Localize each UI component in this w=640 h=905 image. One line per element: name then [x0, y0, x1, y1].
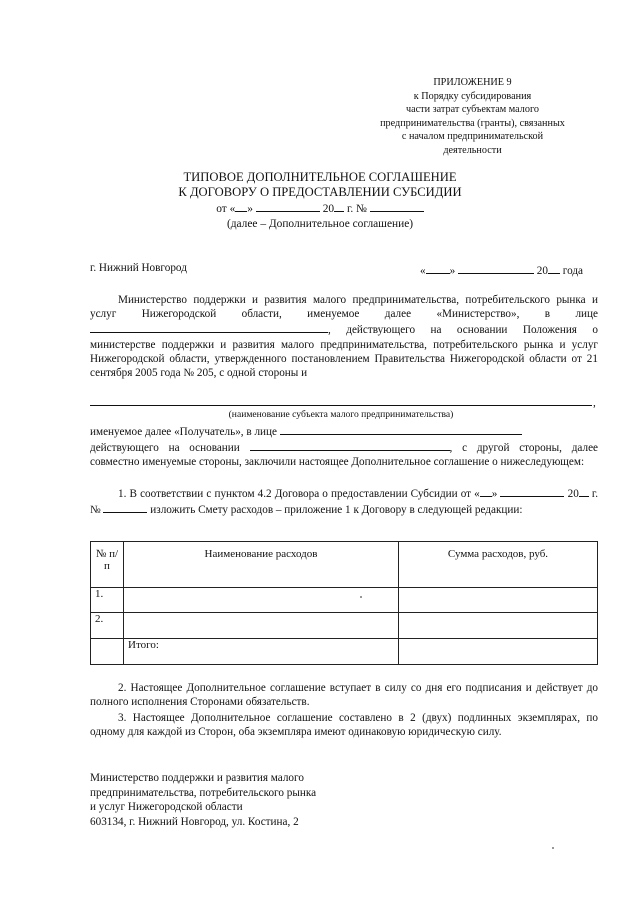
cost-estimate-table	[90, 541, 598, 665]
month-blank	[256, 200, 320, 212]
place-month-blank	[458, 262, 534, 274]
clause-1-year: 20	[567, 488, 579, 500]
row-name	[124, 613, 399, 639]
scan-speck	[360, 596, 362, 598]
clause-1-year-blank	[579, 485, 589, 497]
appendix-line: с началом предпринимательской	[401, 131, 544, 143]
appendix-line: части затрат субъектам малого	[406, 104, 539, 116]
recipient-representative-blank	[280, 423, 522, 435]
place-date	[420, 262, 583, 277]
recipient-comma: ,	[593, 397, 596, 409]
appendix-line: к Порядку субсидирования	[413, 90, 532, 102]
number-label: г. №	[346, 203, 367, 215]
signature-line: Министерство поддержки и развития малого	[90, 772, 304, 784]
recipient-closing-text: , с другой стороны, далее совместно именуемые стороны, заключили настоящее Дополнительное соглашение о нижеследующем:	[90, 442, 598, 469]
place-year-blank	[548, 262, 560, 274]
scan-speck	[552, 847, 554, 849]
place-date-close: »	[449, 265, 456, 277]
signature-address: 603134, г. Нижний Новгород, ул. Костина, 2	[90, 815, 299, 828]
signature-line: и услуг Нижегородской области	[90, 801, 243, 813]
paragraph-clause-3: 3. Настоящее Дополнительное соглашение составлено в 2 (двух) подлинных экземплярах, по одному для каждой из Сторон, оба экземпляра имеют одинаковую юридическую силу.	[90, 712, 598, 739]
recipient-basis-label: действующего на основании	[90, 442, 240, 455]
recipient-caption: (наименование субъекта малого предпринимательства)	[228, 409, 454, 420]
number-blank	[370, 200, 424, 212]
place-year-suffix: года	[562, 265, 584, 277]
clause-1-number-label: г. №	[90, 488, 599, 517]
date-prefix: от «	[216, 203, 236, 215]
header-name: Наименование расходов	[124, 542, 399, 588]
recipient-basis-blank	[250, 439, 450, 451]
table-row	[91, 613, 598, 639]
heading-line-2: К ДОГОВОРУ О ПРЕДОСТАВЛЕНИИ СУБСИДИИ	[178, 185, 462, 199]
table-total-row	[91, 639, 598, 665]
paragraph-parties	[90, 293, 598, 380]
total-num-cell	[91, 639, 124, 665]
table-row	[91, 588, 598, 613]
paragraph-clause-1	[90, 485, 598, 517]
appendix-line: предпринимательства (гранты), связанных	[380, 117, 565, 129]
ministry-intro-text: Министерство поддержки и развития малого предпринимательства, потребительского рынка и услуг Нижегородской области, именуемое далее «Министерство», в лице	[90, 294, 598, 321]
place-day-blank	[426, 262, 450, 274]
heading-date-line	[160, 200, 480, 217]
heading-line-1: ТИПОВОЕ ДОПОЛНИТЕЛЬНОЕ СОГЛАШЕНИЕ	[183, 170, 457, 184]
ministry-basis-text: , действующего на основании Положения о министерстве поддержки и развития малого предпринимательства, потребительского рынка и услуг Нижегородской области, утвержденного постановлением Правительства Нижегородской области от 21 сентября 2005 года № 205, с одной стороны и	[90, 324, 598, 380]
paragraph-recipient	[90, 423, 598, 470]
clause-1-day-blank	[480, 485, 492, 497]
appendix-title: ПРИЛОЖЕНИЕ 9	[433, 77, 512, 88]
total-label: Итого:	[124, 639, 399, 665]
appendix-header	[360, 76, 585, 158]
table-header-row	[91, 542, 598, 588]
signature-block	[90, 771, 410, 829]
recipient-intro-text: именуемое далее «Получатель», в лице	[90, 426, 277, 438]
row-num: 2.	[91, 613, 124, 639]
header-sum: Сумма расходов, руб.	[399, 542, 598, 588]
day-blank	[235, 200, 247, 212]
clause-1-number-blank	[103, 501, 147, 513]
clause-1-text: 1. В соответствии с пунктом 4.2 Договора о предоставлении Субсидии от «	[118, 488, 480, 500]
signature-line: предпринимательства, потребительского рынка	[90, 786, 317, 799]
place-date-open: «	[420, 265, 426, 277]
year-prefix: 20	[322, 203, 335, 215]
date-mid: »	[247, 203, 253, 215]
clause-1-continuation: изложить Смету расходов – приложение 1 к Договору в следующей редакции:	[150, 504, 523, 517]
year-blank	[334, 200, 344, 212]
paragraph-clause-2: 2. Настоящее Дополнительное соглашение вступает в силу со дня его подписания и действует до полного исполнения Сторонами обязательств.	[90, 682, 598, 709]
ministry-representative-blank	[90, 321, 328, 333]
row-name	[124, 588, 399, 613]
row-sum	[399, 588, 598, 613]
header-num: № п/п	[91, 542, 124, 588]
clause-1-month-blank	[500, 485, 564, 497]
recipient-name-blank	[90, 405, 592, 406]
row-num: 1.	[91, 588, 124, 613]
total-sum	[399, 639, 598, 665]
row-sum	[399, 613, 598, 639]
clause-1-quote-close: »	[491, 488, 498, 500]
city-label: г. Нижний Новгород	[90, 262, 187, 274]
heading-note: (далее – Дополнительное соглашение)	[226, 218, 414, 230]
document-heading	[160, 170, 480, 232]
appendix-line: деятельности	[443, 144, 502, 156]
place-year-prefix: 20	[536, 265, 548, 277]
